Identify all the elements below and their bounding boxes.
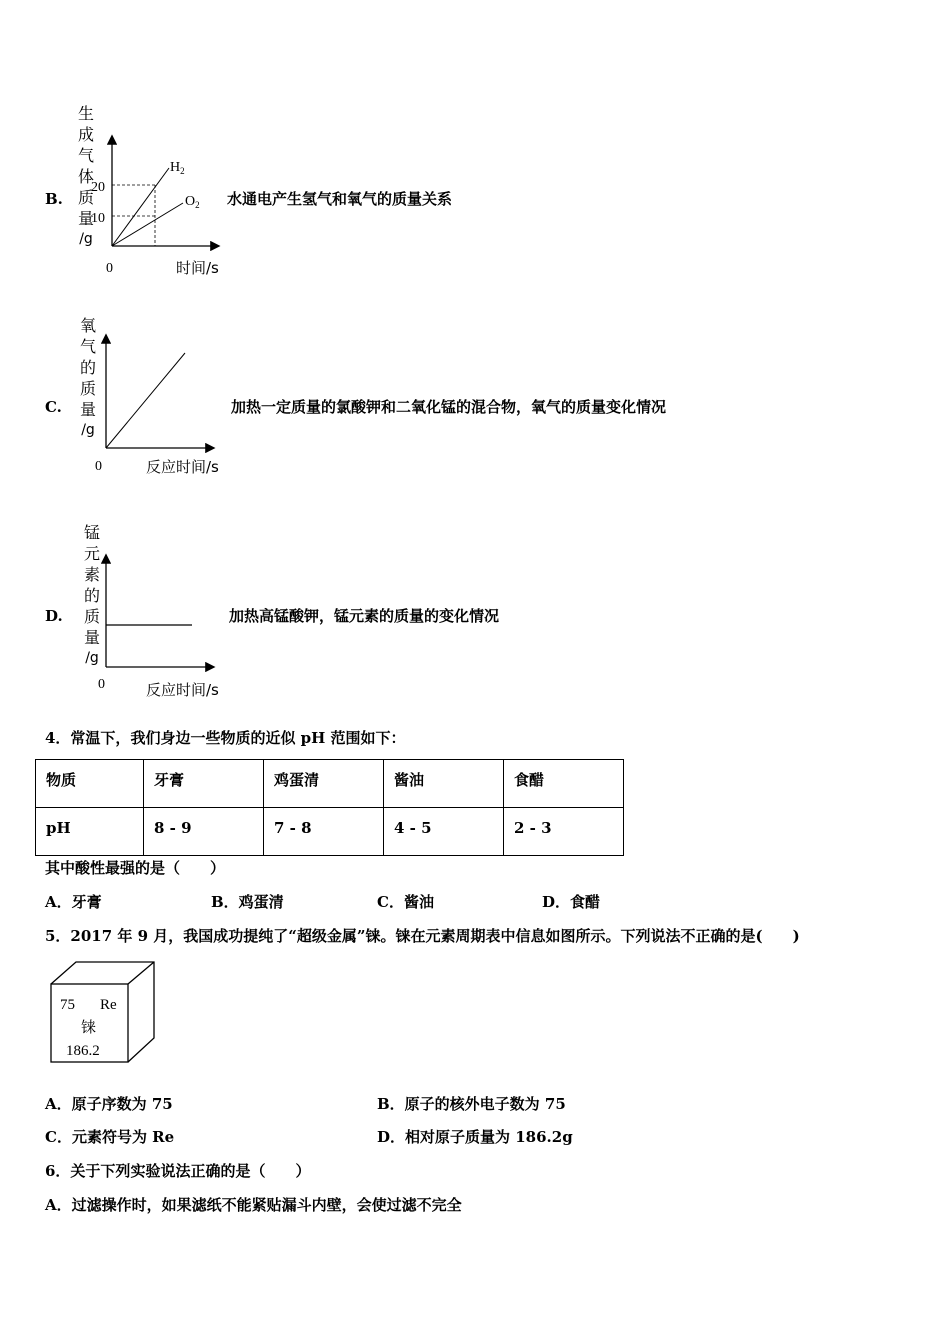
table-cell: 鸡蛋清 [264,760,384,808]
option-b-o2-label: $O_2$ [185,194,200,210]
q4-stem: 4．常温下，我们身边一些物质的近似 pH 范围如下： [45,729,406,747]
q6-option-a: A．过滤操作时，如果滤纸不能紧贴漏斗内壁，会使过滤不完全 [45,1196,462,1214]
q4-option-c: C．酱油 [377,893,434,911]
table-cell: 7 - 8 [264,808,384,856]
element-symbol: Re [100,997,117,1013]
option-b-h2-line [112,168,169,246]
table-cell: pH [36,808,144,856]
q6-stem: 6．关于下列实验说法正确的是（ ） [45,1162,311,1180]
option-d-origin: 0 [98,677,105,692]
option-c-letter: C. [45,398,62,416]
q5-option-b: B．原子的核外电子数为 75 [377,1095,566,1113]
table-cell: 牙膏 [144,760,264,808]
element-atomic-number: 75 [60,997,75,1013]
option-d-y-axis-label: 锰 元 素 的 质 量 /g [83,523,100,666]
option-d-graph [85,550,235,695]
ph-table [35,759,624,856]
q5-option-c: C．元素符号为 Re [45,1128,175,1146]
option-b-o2-line [112,203,183,246]
table-cell: 4 - 5 [384,808,504,856]
table-cell: 酱油 [384,760,504,808]
table-cell: 8 - 9 [144,808,264,856]
option-c-origin: 0 [95,459,102,470]
option-c-graph [85,330,235,470]
table-row [36,808,624,856]
q5-option-d: D．相对原子质量为 186.2g [377,1128,573,1146]
q4-question: 其中酸性最强的是（ ） [45,859,226,877]
option-b-y-axis-label: 生 成 气 体 质 量 /g [77,104,94,247]
table-cell: 物质 [36,760,144,808]
q4-option-b: B．鸡蛋清 [211,893,284,911]
option-b-tick-20: 20 [91,180,105,195]
q5-option-a: A．原子序数为 75 [45,1095,173,1113]
table-cell: 2 - 3 [504,808,624,856]
q5-stem: 5．2017 年 9 月，我国成功提纯了“超级金属”铼。铼在元素周期表中信息如图所示。下列说法不正确的是( ) [45,927,800,945]
element-cell-rhenium [46,958,161,1068]
option-b-description: 水通电产生氢气和氧气的质量关系 [227,190,453,208]
q4-option-d: D．食醋 [542,893,601,911]
element-name: 铼 [81,1018,97,1036]
option-c-description: 加热一定质量的氯酸钾和二氧化锰的混合物，氧气的质量变化情况 [231,398,667,416]
table-cell: 食醋 [504,760,624,808]
option-c-oxygen-line [106,353,185,448]
option-b-tick-10: 10 [91,211,105,226]
option-d-letter: D. [45,607,63,625]
option-b-origin: 0 [106,261,113,276]
option-d-description: 加热高锰酸钾，锰元素的质量的变化情况 [229,607,500,625]
option-b-h2-label: $H_2$ [170,160,185,176]
option-b-letter: B. [45,190,63,208]
option-d-x-axis-label: 反应时间/s [146,681,219,699]
option-c-y-axis-label: 氧 气 的 质 量 /g [79,316,96,438]
element-atomic-mass: 186.2 [66,1043,100,1059]
table-row [36,760,624,808]
option-b-x-axis-label: 时间/s [176,259,219,277]
q4-option-a: A．牙膏 [45,893,102,911]
option-c-x-axis-label: 反应时间/s [146,458,219,476]
